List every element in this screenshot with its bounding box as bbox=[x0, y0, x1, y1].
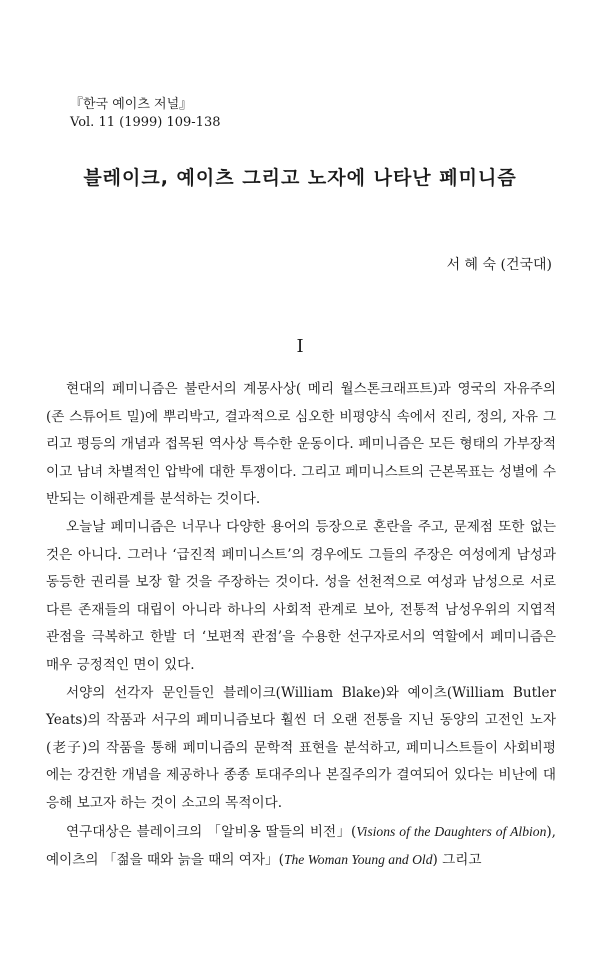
p4-text-1: 연구대상은 블레이크의 「알비옹 딸들의 비전」( bbox=[66, 823, 357, 840]
section-number: I bbox=[296, 336, 304, 357]
paragraph-3: 서양의 선각자 문인들인 블레이크(William Blake)와 예이츠(William Butler Yeats)의 작품과 서구의 페미니즘보다 훨씬 더 오랜 전통을 지닌 동양의 고전인 노자(老子)의 작품을 통해 페미니즘의 문학적 표현을 분석하고, 페미니스트들이 사회비평에는 강건한 개념을 제공하나 종종 토대주의나 본질주의가 결여되어 있다는 비난에 대응해 보고자 하는 것이 소고의 목적이다. bbox=[46, 684, 556, 811]
p4-text-2: ), 예이츠의 「젊을 때와 늙을 때의 여자」( bbox=[46, 823, 556, 869]
paper-title: 블레이크, 예이츠 그리고 노자에 나타난 페미니즘 bbox=[83, 167, 517, 189]
body-text bbox=[46, 376, 556, 875]
p4-italic-title-1: Visions of the Daughters of Albion bbox=[356, 823, 547, 839]
paragraph-2: 오늘날 페미니즘은 너무나 다양한 용어의 등장으로 혼란을 주고, 문제점 또한 없는 것은 아니다. 그러나 ‘급진적 페미니스트’의 경우에도 그들의 주장은 여성에게 남성과 동등한 권리를 보장 할 것을 주장하는 것이다. 성을 선천적으로 여성과 남성으로 서로 다른 존재들의 대립이 아니라 하나의 사회적 관계로 보아, 전통적 남성우위의 지엽적 관점을 극복하고 한발 더 ‘보편적 관점’을 수용한 선구자로서의 역할에서 페미니즘은 매우 긍정적인 면이 있다. bbox=[46, 518, 556, 673]
journal-issue: Vol. 11 (1999) 109-138 bbox=[70, 115, 221, 130]
author-line: 서 혜 숙 (건국대) bbox=[446, 257, 552, 273]
paragraph-4 bbox=[46, 818, 556, 875]
paragraph-1: 현대의 페미니즘은 불란서의 계몽사상( 메리 월스톤크래프트)과 영국의 자유주의(존 스튜어트 밀)에 뿌리박고, 결과적으로 심오한 비평양식 속에서 진리, 정의, 자유 그리고 평등의 개념과 접목된 역사상 특수한 운동이다. 페미니즘은 모든 형태의 가부장적이고 남녀 차별적인 압박에 대한 투쟁이다. 그리고 페미니스트의 근본목표는 성별에 수반되는 이해관계를 분석하는 것이다. bbox=[46, 381, 556, 508]
p4-text-3: ) 그리고 bbox=[432, 852, 482, 869]
p4-italic-title-2: The Woman Young and Old bbox=[283, 852, 433, 868]
journal-header bbox=[70, 96, 221, 132]
journal-name: 『한국 예이츠 저널』 bbox=[70, 97, 193, 112]
